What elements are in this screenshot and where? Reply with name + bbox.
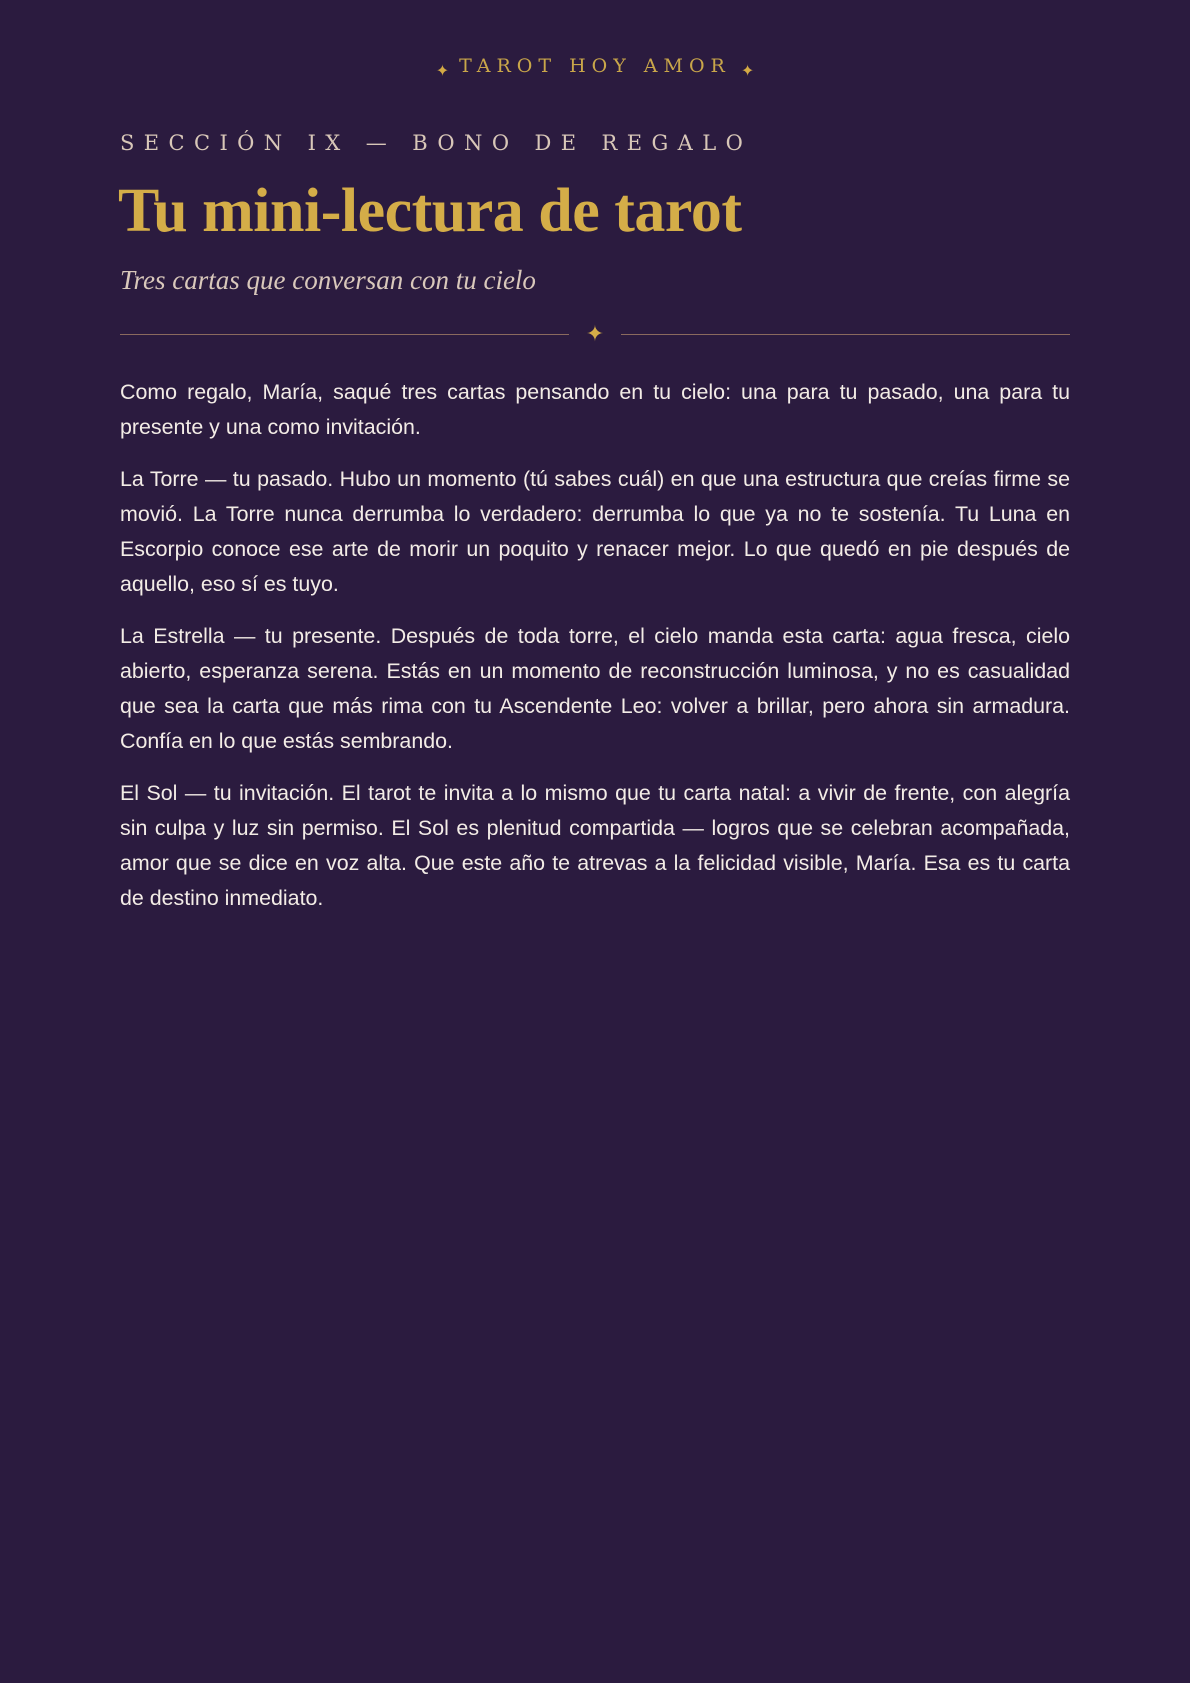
star-icon: ✦ <box>435 61 450 80</box>
intro-paragraph: Como regalo, María, saqué tres cartas pensando en tu cielo: una para tu pasado, una para tu presente y una como invitación. <box>120 380 1070 439</box>
divider-line <box>621 334 1070 335</box>
paragraph-la-torre: La Torre — tu pasado. Hubo un momento (tú sabes cuál) en que una estructura que creías firme se movió. La Torre nunca derrumba lo verdadero: derrumba lo que ya no te sostenía. Tu Luna en Escorpio conoce ese arte de morir un poquito y renacer mejor. Lo que quedó en pie después de aquello, eso sí es tuyo. <box>120 467 1070 596</box>
section-label: SECCIÓN IX — BONO DE REGALO <box>120 131 753 155</box>
star-icon: ✦ <box>585 322 605 347</box>
page-title: Tu mini-lectura de tarot <box>118 177 742 245</box>
page-subtitle: Tres cartas que conversan con tu cielo <box>120 265 536 295</box>
star-icon: ✦ <box>740 61 755 80</box>
reading-body <box>120 375 1070 933</box>
brand-header <box>0 52 1190 81</box>
paragraph-el-sol: El Sol — tu invitación. El tarot te invita a lo mismo que tu carta natal: a vivir de frente, con alegría sin culpa y luz sin permiso. El Sol es plenitud compartida — logros que se celebran acompañada, amor que se dice en voz alta. Que este año te atrevas a la felicidad visible, María. Esa es tu carta de destino inmediato. <box>120 781 1070 910</box>
brand-name: TAROT HOY AMOR <box>459 55 731 77</box>
ornamental-divider <box>120 320 1070 350</box>
paragraph-la-estrella: La Estrella — tu presente. Después de toda torre, el cielo manda esta carta: agua fresca, cielo abierto, esperanza serena. Estás en un momento de reconstrucción luminosa, y no es casualidad que sea la carta que más rima con tu Ascendente Leo: volver a brillar, pero ahora sin armadura. Confía en lo que estás sembrando. <box>120 624 1070 753</box>
divider-line <box>120 334 569 335</box>
